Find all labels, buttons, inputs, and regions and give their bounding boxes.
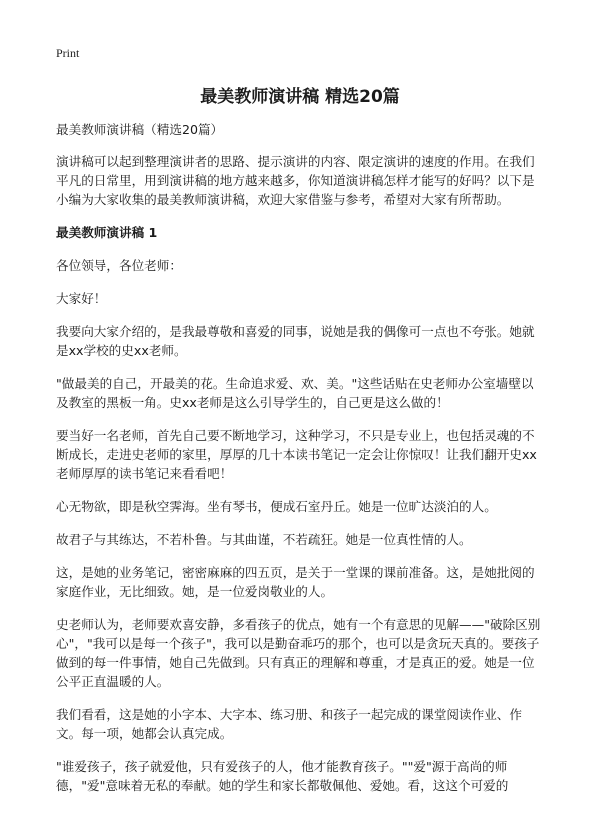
paragraph: 故君子与其练达，不若朴鲁。与其曲谨，不若疏狂。她是一位真性情的人。 [56,532,472,547]
paragraph-salutation: 大家好！ [56,291,107,306]
paragraph: 要当好一名老师，首先自己要不断地学习，这种学习，不只是专业上，也包括灵魂的不断成长，走进史老师的家里，厚厚的几十本读书笔记一定会让你惊叹！让我们翻开史xx老师厚厚的读书笔记来看看吧！ [56,428,537,481]
paragraph: 史老师认为，老师要欢喜安静，多看孩子的优点，她有一个有意思的见解——"破除区别心"，"我可以是每一个孩子"，我可以是勤奋乖巧的那个，也可以是贪玩天真的。要孩子做到的每一件事情，她自己先做到。只有真正的理解和尊重，才是真正的爱。她是一位公平正直温暖的人。 [56,617,541,689]
paragraph: 这，是她的业务笔记，密密麻麻的四五页，是关于一堂课的课前准备。这，是她批阅的家庭作业，无比细致。她，是一位爱岗敬业的人。 [56,565,535,599]
document-subtitle: 最美教师演讲稿（精选20篇） [56,122,224,137]
section-heading: 最美教师演讲稿 1 [56,225,158,240]
paragraph-greeting: 各位领导，各位老师： [56,258,182,273]
intro-paragraph: 演讲稿可以起到整理演讲者的思路、提示演讲的内容、限定演讲的速度的作用。在我们平凡的日常里，用到演讲稿的地方越来越多，你知道演讲稿怎样才能写的好吗？以下是小编为大家收集的最美教师演讲稿，欢迎大家借鉴与参考，希望对大家有所帮助。 [56,154,535,207]
document-body [56,120,546,809]
paragraph: "做最美的自己，开最美的花。生命追求爱、欢、美。"这些话贴在史老师办公室墙壁以及教室的黑板一角。史xx老师是这么引导学生的，自己更是这么做的！ [56,376,534,410]
paragraph: 我们看看，这是她的小字本、大字本、练习册、和孩子一起完成的课堂阅读作业、作文。每一项，她都会认真完成。 [56,707,522,741]
document-title: 最美教师演讲稿 精选20篇 [200,87,400,107]
print-link[interactable]: Print [56,46,80,60]
paragraph: "谁爱孩子，孩子就爱他，只有爱孩子的人，他才能教育孩子。""爱"源于高尚的师德，"爱"意味着无私的奉献。她的学生和家长都敬佩他、爱她。看，这这个可爱的 [56,759,509,793]
paragraph: 我要向大家介绍的，是我最尊敬和喜爱的同事，说她是我的偶像可一点也不夸张。她就是xx学校的史xx老师。 [56,324,535,358]
paragraph: 心无物欲，即是秋空霁海。坐有琴书，便成石室丹丘。她是一位旷达淡泊的人。 [56,499,497,514]
